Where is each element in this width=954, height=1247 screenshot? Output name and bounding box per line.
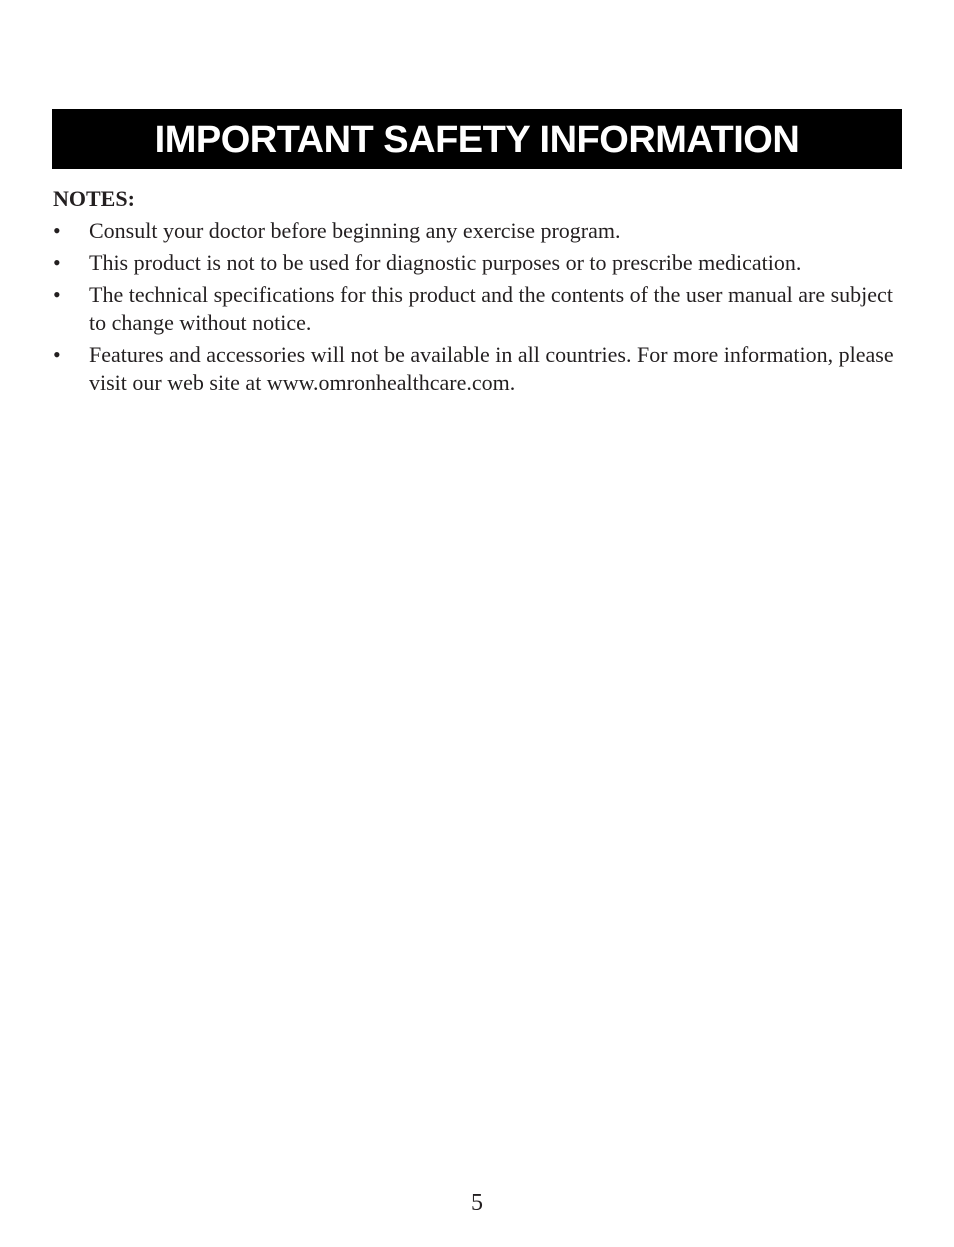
bullet-icon: • [53,250,61,275]
list-item [53,281,913,337]
note-text: Consult your doctor before beginning any exercise program. [89,218,621,243]
list-item [53,249,913,277]
bullet-icon: • [53,218,61,243]
notes-list [53,217,913,401]
section-title: IMPORTANT SAFETY INFORMATION [154,119,800,161]
list-item [53,341,913,397]
note-text: Features and accessories will not be available in all countries. For more information, please visit our web site at www.omronhealthcare.com. [89,342,894,395]
section-title-banner [52,109,902,169]
bullet-icon: • [53,282,61,307]
bullet-icon: • [53,342,61,367]
list-item [53,217,913,245]
notes-heading: NOTES: [53,186,135,211]
page-number: 5 [471,1190,483,1216]
note-text: The technical specifications for this product and the contents of the user manual are subject to change without notice. [89,282,893,335]
note-text: This product is not to be used for diagnostic purposes or to prescribe medication. [89,250,802,275]
